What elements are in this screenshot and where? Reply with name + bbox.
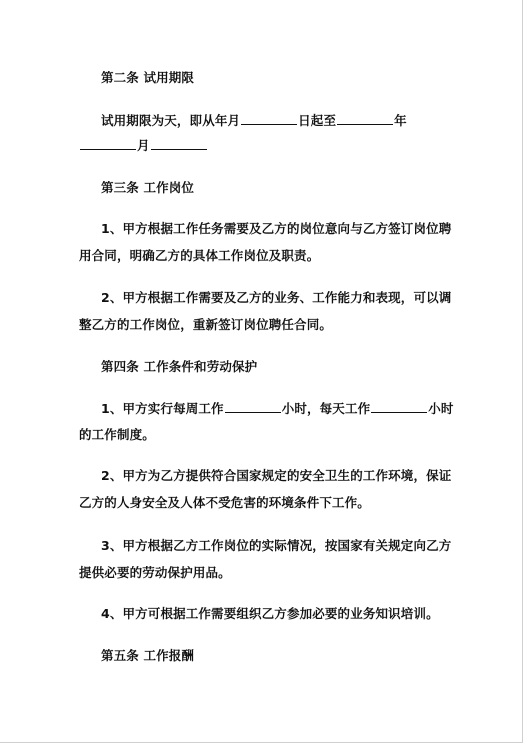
- article-3-heading: 第三条 工作岗位: [101, 180, 195, 195]
- article-4-item-3-line-1: 3、甲方根据乙方工作岗位的实际情况，按国家有关规定向乙方: [101, 538, 452, 553]
- article-4-item-1-text-b: 小时，每天工作: [281, 401, 371, 416]
- article-4-item-1-text-a: 1、甲方实行每周工作: [101, 401, 224, 416]
- end-year-blank: [337, 112, 393, 125]
- article-4-item-2-line-2: 乙方的人身安全及人体不受危害的环境条件下工作。: [79, 495, 370, 510]
- article-2-line-1: [101, 112, 407, 129]
- article-2-heading: 第二条 试用期限: [101, 70, 195, 85]
- weekly-hours-blank: [225, 400, 281, 413]
- article-4-item-1-line-1: [101, 400, 454, 417]
- article-2-text-b: 日起至: [298, 113, 337, 128]
- article-4-item-1-text-c: 小时: [428, 401, 454, 416]
- article-2-text-a: 试用期限为天，即从年月: [101, 113, 241, 128]
- article-3-item-2-line-1: 2、甲方根据工作需要及乙方的业务、工作能力和表现，可以调: [101, 290, 452, 305]
- article-4-item-2-line-1: 2、甲方为乙方提供符合国家规定的安全卫生的工作环境，保证: [101, 468, 452, 483]
- daily-hours-blank: [371, 400, 427, 413]
- article-4-heading: 第四条 工作条件和劳动保护: [101, 359, 258, 374]
- article-5-heading: 第五条 工作报酬: [101, 648, 195, 663]
- end-month-blank: [80, 137, 136, 150]
- article-4-item-1-line-2: 的工作制度。: [79, 427, 155, 442]
- article-3-item-1-line-1: 1、甲方根据工作任务需要及乙方的岗位意向与乙方签订岗位聘: [101, 221, 452, 236]
- article-3-item-1-line-2: 用合同，明确乙方的具体工作岗位及职责。: [79, 248, 320, 263]
- article-3-item-2-line-2: 整乙方的工作岗位，重新签订岗位聘任合同。: [79, 317, 333, 332]
- article-2-line-2: [79, 137, 208, 154]
- article-4-item-4-line-1: 4、甲方可根据工作需要组织乙方参加必要的业务知识培训。: [101, 606, 439, 621]
- month-blank: [241, 112, 297, 125]
- article-4-item-3-line-2: 提供必要的劳动保护用品。: [79, 565, 231, 580]
- article-2-text-c: 年: [394, 113, 407, 128]
- end-day-blank: [151, 137, 207, 150]
- article-2-text-d: 月: [137, 138, 150, 153]
